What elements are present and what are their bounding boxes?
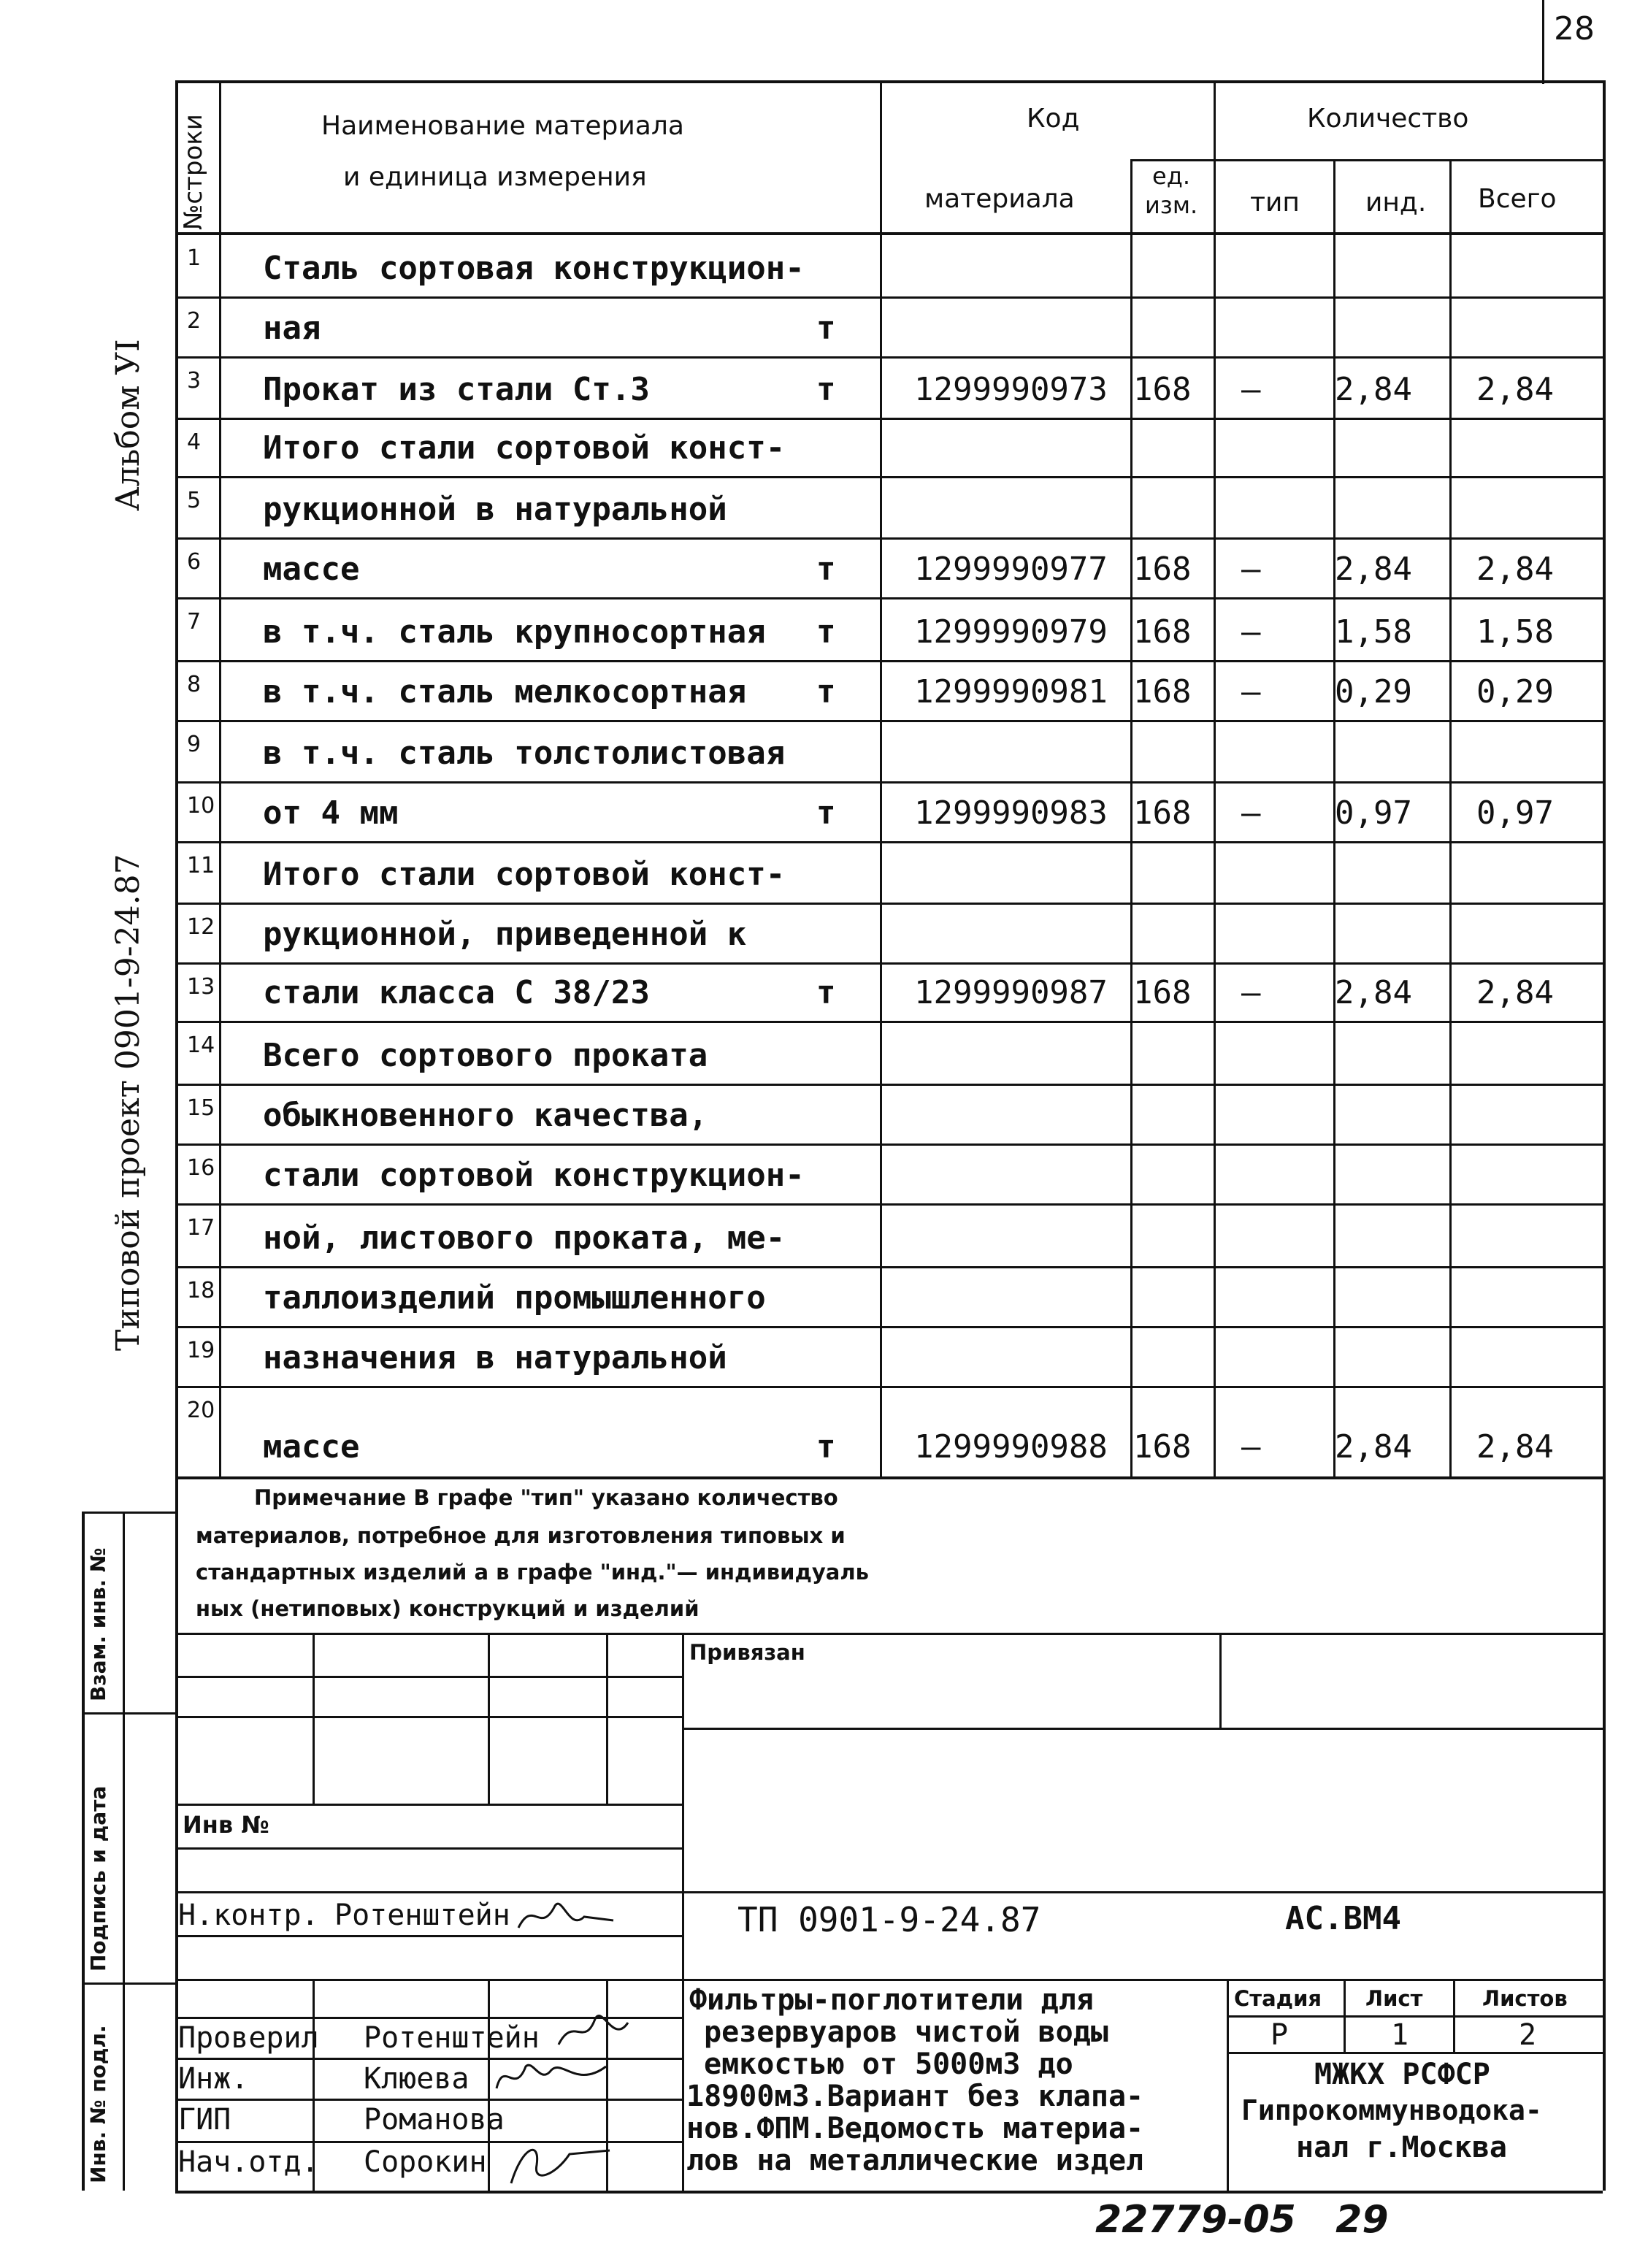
signature-nach-otd — [504, 2132, 613, 2191]
row-number: 5 — [187, 488, 202, 513]
row-qty-type: – — [1241, 794, 1261, 832]
header-name-line1: Наименование материала — [321, 111, 684, 141]
row-qty-ind: 0,29 — [1335, 673, 1412, 710]
row-unit: т — [816, 310, 836, 347]
podpis-data-label: Подпись и дата — [86, 1785, 110, 1972]
row-number: 16 — [187, 1155, 215, 1181]
row-name: рукционной, приведенной к — [263, 916, 747, 953]
row-qty-total: 1,58 — [1476, 613, 1554, 651]
title-line5: нов.ФПМ.Ведомость материа- — [686, 2112, 1144, 2145]
row-qty-type: – — [1241, 1428, 1261, 1466]
header-qty-total: Всего — [1478, 184, 1557, 214]
header-code-material: материала — [924, 184, 1075, 214]
title-line1: Фильтры-поглотители для — [689, 1983, 1094, 2017]
note-line4: ных (нетиповых) конструкций и изделий — [196, 1596, 700, 1621]
list-label: Лист — [1365, 1986, 1423, 2011]
footer-number: 22779-05 29 — [1095, 2198, 1389, 2242]
row-number: 11 — [187, 853, 215, 878]
row-name: таллоизделий промышленного — [263, 1279, 766, 1317]
row-number: 10 — [187, 793, 215, 819]
row-code: 1299990988 — [914, 1428, 1108, 1466]
row-unit-code: 168 — [1133, 974, 1192, 1011]
row-unit: т — [816, 673, 836, 710]
signature-inzh — [489, 2052, 613, 2103]
header-quantity: Количество — [1307, 104, 1469, 134]
header-name-line2: и единица измерения — [343, 162, 647, 192]
doc-mark: АС.ВМ4 — [1285, 1900, 1401, 1937]
row-qty-ind: 2,84 — [1335, 1428, 1412, 1466]
table-row — [175, 539, 1603, 599]
row-number: 20 — [187, 1398, 215, 1423]
row-unit: т — [816, 794, 836, 832]
title-line3: емкостью от 5000м3 до — [704, 2047, 1073, 2081]
row-name: стали сортовой конструкцион- — [263, 1157, 805, 1194]
header-qty-type: тип — [1250, 188, 1300, 218]
table-row — [175, 599, 1603, 662]
title-line6: лов на металлические издел — [686, 2144, 1144, 2177]
row-name: назначения в натуральной — [263, 1339, 727, 1376]
listov-label: Листов — [1482, 1986, 1568, 2011]
row-qty-ind: 2,84 — [1335, 551, 1412, 588]
row-unit: т — [816, 551, 836, 588]
table-row — [175, 1328, 1603, 1387]
album-label: Альбом УI — [110, 339, 147, 511]
row-name: массе — [263, 1428, 360, 1466]
row-number: 17 — [187, 1215, 215, 1241]
table-row — [175, 298, 1603, 358]
table-row — [175, 1145, 1603, 1205]
project-label: Типовой проект 0901-9-24.87 — [110, 854, 147, 1351]
table-row — [175, 1022, 1603, 1085]
signature-proveril — [555, 2001, 635, 2059]
row-number: 3 — [187, 368, 202, 394]
proveril-label: Проверил — [178, 2021, 319, 2055]
table-row — [175, 904, 1603, 964]
row-number: 8 — [187, 672, 202, 697]
row-number: 13 — [187, 974, 215, 1000]
doc-code: ТП 0901-9-24.87 — [737, 1900, 1041, 1939]
row-name: Итого стали сортовой конст- — [263, 856, 786, 893]
org-line1: МЖКХ РСФСР — [1314, 2058, 1490, 2091]
header-code: Код — [1027, 104, 1080, 134]
row-number: 7 — [187, 609, 202, 635]
row-code: 1299990981 — [914, 673, 1108, 710]
row-unit-code: 168 — [1133, 371, 1192, 408]
row-qty-total: 2,84 — [1476, 551, 1554, 588]
inzh-label: Инж. — [178, 2062, 249, 2096]
row-name: ной, листового проката, ме- — [263, 1219, 786, 1257]
row-code: 1299990977 — [914, 551, 1108, 588]
list-value: 1 — [1391, 2018, 1409, 2052]
row-name: Прокат из стали Ст.3 — [263, 371, 650, 408]
row-name: стали класса С 38/23 — [263, 974, 650, 1011]
row-name: в т.ч. сталь толстолистовая — [263, 735, 786, 772]
gip-label: ГИП — [178, 2103, 231, 2137]
row-qty-total: 2,84 — [1476, 1428, 1554, 1466]
note-line2: материалов, потребное для изготовления типовых и — [196, 1523, 846, 1548]
n-kontr-label: Н.контр. — [178, 1899, 319, 1932]
row-unit-code: 168 — [1133, 551, 1192, 588]
row-qty-type: – — [1241, 673, 1261, 710]
row-name: рукционной в натуральной — [263, 491, 727, 528]
row-number: 14 — [187, 1033, 215, 1058]
row-number: 4 — [187, 429, 202, 455]
row-name: от 4 мм — [263, 794, 399, 832]
row-qty-type: – — [1241, 371, 1261, 408]
title-line2: резервуаров чистой воды — [704, 2015, 1108, 2049]
row-name: в т.ч. сталь мелкосортная — [263, 673, 747, 710]
gip-name: Романова — [364, 2103, 505, 2137]
table-row — [175, 662, 1603, 721]
inv-podl-label: Инв. № подл. — [86, 2025, 110, 2183]
row-name: Итого стали сортовой конст- — [263, 429, 786, 467]
signature-n-kontr — [511, 1891, 621, 1942]
row-unit: т — [816, 974, 836, 1011]
row-code: 1299990987 — [914, 974, 1108, 1011]
table-row — [175, 1205, 1603, 1268]
row-number: 9 — [187, 732, 202, 757]
row-qty-ind: 2,84 — [1335, 371, 1412, 408]
row-qty-total: 2,84 — [1476, 371, 1554, 408]
row-unit-code: 168 — [1133, 673, 1192, 710]
row-code: 1299990979 — [914, 613, 1108, 651]
row-qty-type: – — [1241, 551, 1261, 588]
note-line3: стандартных изделий а в графе "инд."— индивидуаль — [196, 1560, 869, 1585]
header-qty-ind: инд. — [1365, 188, 1427, 218]
table-row — [175, 235, 1603, 298]
row-unit-code: 168 — [1133, 613, 1192, 651]
nach-otd-name: Сорокин — [364, 2145, 487, 2179]
table-row — [175, 964, 1603, 1022]
row-number: 19 — [187, 1338, 215, 1363]
row-number: 6 — [187, 549, 202, 575]
table-row — [175, 478, 1603, 539]
row-qty-type: – — [1241, 974, 1261, 1011]
privyazan-label: Привязан — [689, 1640, 805, 1665]
row-number: 18 — [187, 1278, 215, 1303]
row-qty-total: 2,84 — [1476, 974, 1554, 1011]
note-line1: Примечание В графе "тип" указано количество — [254, 1485, 838, 1510]
table-row — [175, 1085, 1603, 1145]
table-row — [175, 1268, 1603, 1328]
nach-otd-label: Нач.отд. — [178, 2145, 319, 2179]
proveril-name: Ротенштейн — [364, 2021, 540, 2055]
row-name: обыкновенного качества, — [263, 1097, 708, 1134]
page-number: 28 — [1554, 10, 1595, 47]
row-qty-type: – — [1241, 613, 1261, 651]
row-name: Всего сортового проката — [263, 1037, 708, 1074]
row-code: 1299990983 — [914, 794, 1108, 832]
row-unit-code: 168 — [1133, 794, 1192, 832]
row-name: ная — [263, 310, 321, 347]
org-line2: Гипрокоммунводока- — [1241, 2094, 1542, 2126]
row-unit-code: 168 — [1133, 1428, 1192, 1466]
row-unit: т — [816, 371, 836, 408]
row-number: 12 — [187, 914, 215, 940]
row-qty-total: 0,29 — [1476, 673, 1554, 710]
n-kontr-name: Ротенштейн — [334, 1899, 510, 1932]
table-row — [175, 783, 1603, 843]
table-row — [175, 419, 1603, 478]
row-code: 1299990973 — [914, 371, 1108, 408]
title-line4: 18900м3.Вариант без клапа- — [686, 2080, 1144, 2113]
inzh-name: Клюева — [364, 2062, 470, 2096]
row-name: в т.ч. сталь крупносортная — [263, 613, 766, 651]
row-name: Сталь сортовая конструкцион- — [263, 250, 805, 287]
row-qty-ind: 1,58 — [1335, 613, 1412, 651]
table-row — [175, 721, 1603, 783]
row-number: 1 — [187, 245, 202, 271]
listov-value: 2 — [1519, 2018, 1537, 2052]
inv-no-label: Инв № — [183, 1811, 269, 1839]
row-number: 2 — [187, 308, 202, 334]
stadiya-value: Р — [1271, 2018, 1289, 2052]
header-row-no: №строки — [179, 114, 208, 230]
table-row — [175, 358, 1603, 419]
header-unit-line1: ед. — [1152, 162, 1190, 190]
row-qty-ind: 2,84 — [1335, 974, 1412, 1011]
row-number: 15 — [187, 1095, 215, 1121]
header-unit-line2: изм. — [1145, 191, 1198, 219]
stadiya-label: Стадия — [1234, 1986, 1322, 2011]
row-name: массе — [263, 551, 360, 588]
row-unit: т — [816, 1428, 836, 1466]
page-number-bar — [1542, 0, 1544, 84]
row-qty-total: 0,97 — [1476, 794, 1554, 832]
row-qty-ind: 0,97 — [1335, 794, 1412, 832]
table-row — [175, 1387, 1603, 1476]
org-line3: нал г.Москва — [1296, 2131, 1507, 2164]
row-unit: т — [816, 613, 836, 651]
table-row — [175, 843, 1603, 904]
vzam-inv-label: Взам. инв. № — [86, 1547, 110, 1701]
